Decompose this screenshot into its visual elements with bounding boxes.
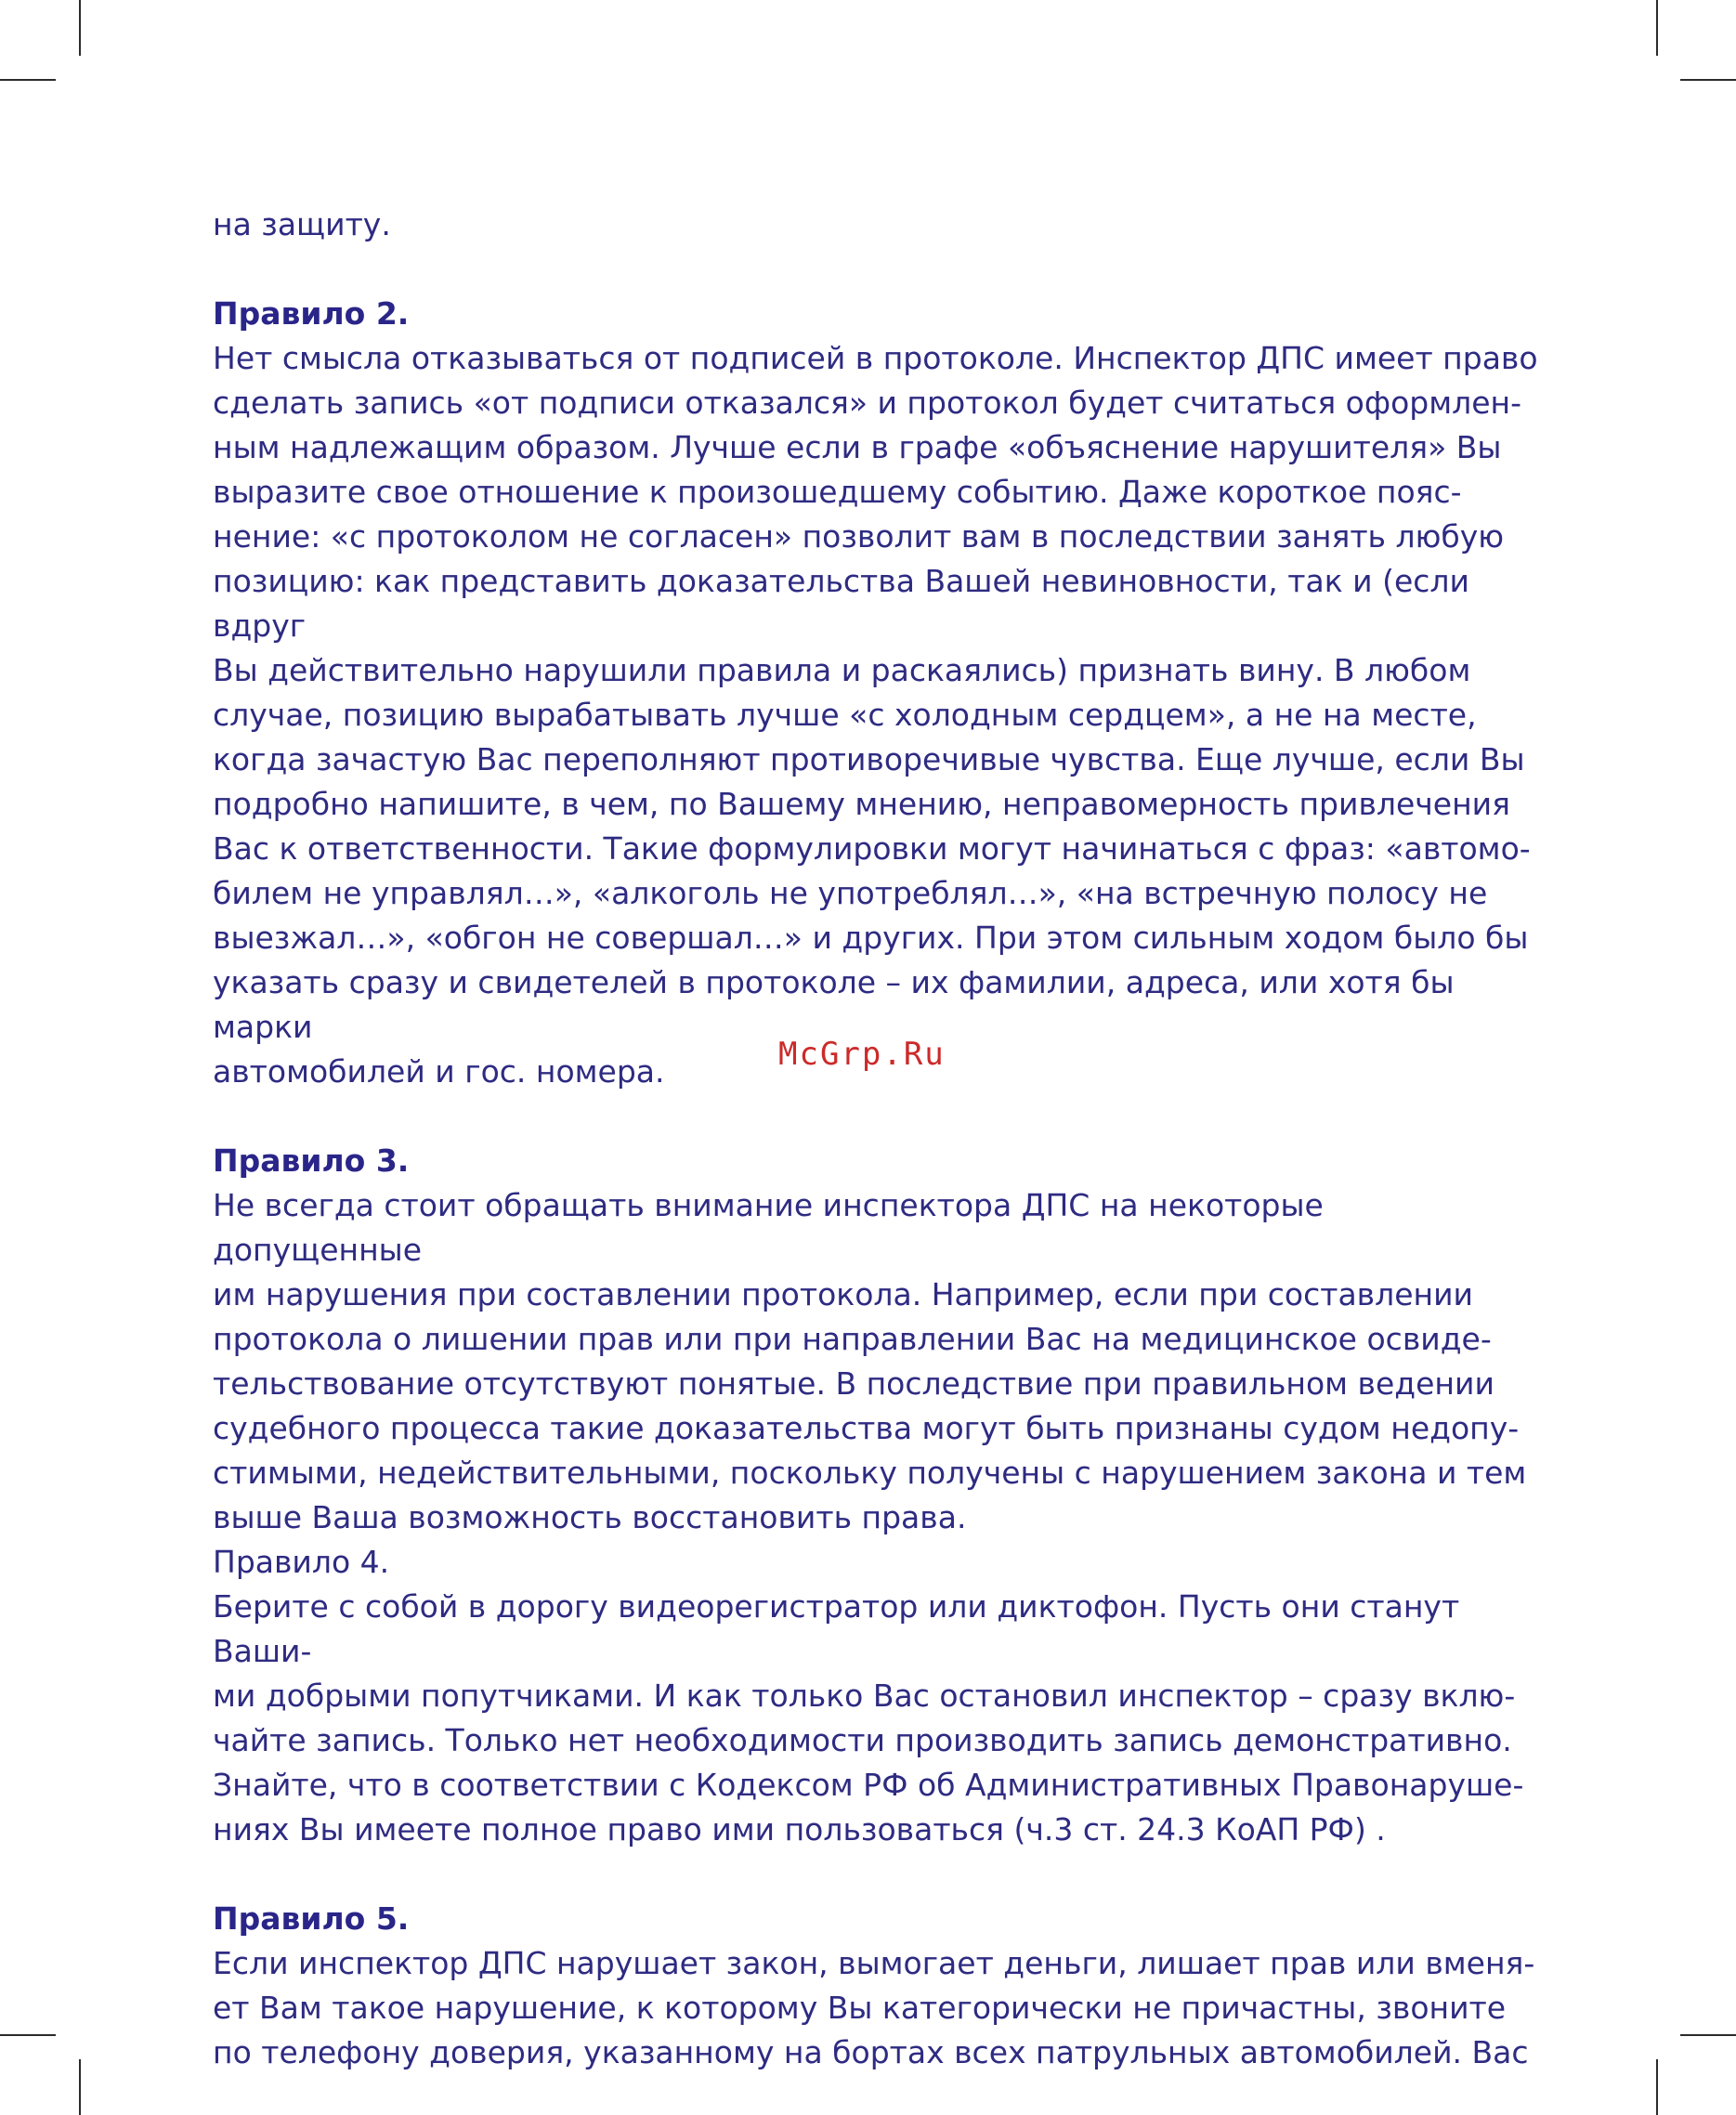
intro-text: на защиту. [213,206,391,242]
rule-4-heading: Правило 4. [213,1544,390,1580]
crop-mark-bottom-left-vertical [79,2059,81,2115]
rule-2-body: Нет смысла отказываться от подписей в протоколе. Инспектор ДПС имеет право сделать запись «от подписи отказался» и протокол будет считаться оформлен- ным надлежащим образом. Лучше если в графе «объяснение нарушителя» Вы выразите свое отношение к произошедшему событию. Даже короткое пояс- нение: «с протоколом не согласен» позволит вам в последствии занять любую позицию: как представить доказательства Вашей невиновности, так и (если вдруг Вы действительно нарушили правила и раскаялись) признать вину. В любом случае, позицию вырабатывать лучше «с холодным сердцем», а не на месте, когда зачастую Вас переполняют противоречивые чувства. Еще лучше, если Вы подробно напишите, в чем, по Вашему мнению, неправомерность привлечения Вас к ответственности. Такие формулировки могут начинаться с фраз: «автомо- билем не управлял…», «алкоголь не употреблял…», «на встречную полосу не выезжал…», «обгон не совершал…» и других. При этом сильным ходом было бы указать сразу и свидетелей в протоколе – их фамилии, адреса, или хотя бы марки автомобилей и гос. номера. [213,340,1538,1090]
document-body [213,202,1541,2075]
watermark: McGrp.Ru [778,1036,946,1073]
rule-3-heading: Правило 3. [213,1142,410,1179]
spacer [213,1094,1541,1139]
crop-mark-bottom-left-horizontal [0,2034,56,2036]
crop-mark-top-right-vertical [1656,0,1658,56]
spacer [213,1852,1541,1897]
rule-2-heading: Правило 2. [213,295,410,332]
rule-5-heading: Правило 5. [213,1900,410,1937]
spacer [213,247,1541,292]
crop-mark-bottom-right-vertical [1656,2059,1658,2115]
crop-mark-top-left-vertical [79,0,81,56]
rule-3-body: Не всегда стоит обращать внимание инспектора ДПС на некоторые допущенные им нарушения при составлении протокола. Например, если при составлении протокола о лишении прав или при направлении Вас на медицинское освиде- тельствование отсутствуют понятые. В последствие при правильном ведении судебного процесса такие доказательства могут быть признаны судом недопу- стимыми, недействительными, поскольку получены с нарушением закона и тем выше Ваша возможность восстановить права. [213,1187,1527,1535]
crop-mark-top-right-horizontal [1680,79,1736,81]
crop-mark-top-left-horizontal [0,79,56,81]
crop-mark-bottom-right-horizontal [1680,2034,1736,2036]
rule-5-body: Если инспектор ДПС нарушает закон, вымогает деньги, лишает прав или вменя- ет Вам такое нарушение, к которому Вы категорически не причастны, звоните по телефону доверия, указанному на бортах всех патрульных автомобилей. Вас [213,1945,1535,2070]
rule-4-body: Берите с собой в дорогу видеорегистратор или диктофон. Пусть они станут Ваши- ми добрыми попутчиками. И как только Вас остановил инспектор – сразу вклю- чайте запись. Только нет необходимости производить запись демонстративно. Знайте, что в соответствии с Кодексом РФ об Административных Правонаруше- ниях Вы имеете полное право ими пользоваться (ч.3 ст. 24.3 КоАП РФ) . [213,1588,1524,1847]
